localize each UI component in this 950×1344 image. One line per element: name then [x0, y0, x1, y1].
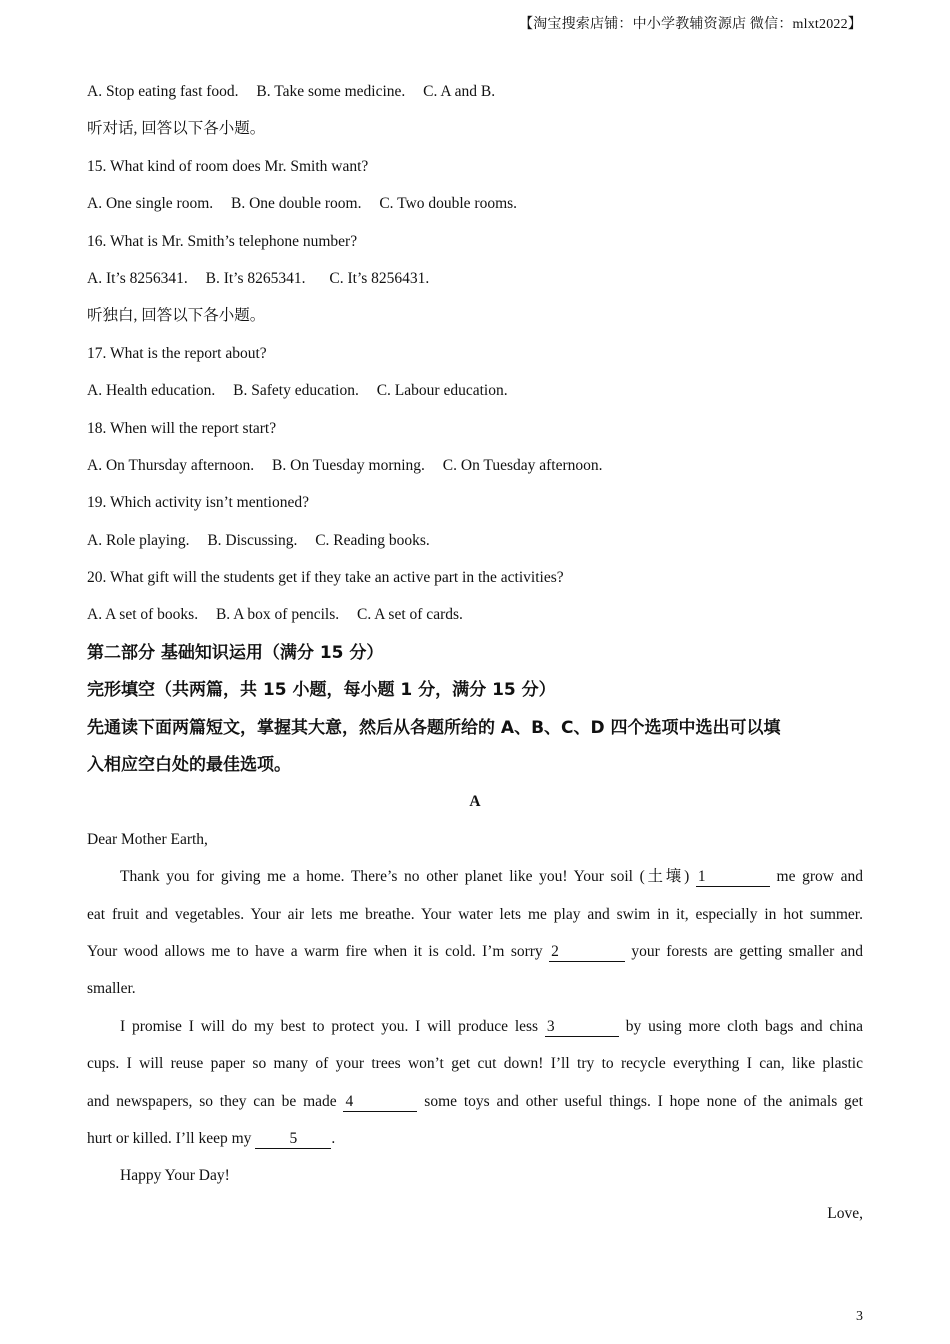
q20-option-c[interactable]: C. A set of cards.: [356, 606, 463, 624]
paragraph2-line2: cups. I will reuse paper so many of your trees won’t get cut down! I’ll try to recycle everything I can, like plastic: [87, 1055, 863, 1073]
paragraph1-line3: [87, 938, 863, 975]
q14-option-a[interactable]: A. Stop eating fast food.: [87, 83, 239, 100]
q16-question: 16. What is Mr. Smith’s telephone number?: [87, 232, 358, 250]
blank-5[interactable]: 5: [255, 1130, 331, 1149]
text-fragment: Your wood allows me to have a warm fire when it is cold. I’m sorry: [87, 942, 550, 960]
blank-3[interactable]: 3: [545, 1018, 619, 1037]
q20-option-b[interactable]: B. A box of pencils.: [215, 606, 340, 624]
text-fragment: Thank you for giving me a home. There’s no other planet like you! Your soil (土壤): [120, 868, 696, 886]
paragraph2-line4: [87, 1125, 863, 1162]
q20-options: [87, 601, 863, 638]
q19-options: [87, 527, 863, 564]
part2-subheading: 完形填空（共两篇，共 15 小题，每小题 1 分，满分 15 分）: [87, 680, 556, 701]
q19-question: 19. Which activity isn’t mentioned?: [87, 494, 309, 512]
q18-option-b[interactable]: B. On Tuesday morning.: [272, 456, 425, 474]
q18-options: [87, 452, 863, 489]
q16-option-b[interactable]: B. It’s 8265341.: [205, 269, 306, 287]
q19-option-a[interactable]: A. Role playing.: [87, 531, 190, 549]
q17-option-a[interactable]: A. Health education.: [87, 382, 216, 400]
text-fragment: your forests are getting smaller and: [625, 942, 864, 960]
page-content: [87, 78, 863, 1237]
text-fragment: .: [331, 1129, 336, 1147]
blank-2[interactable]: 2: [549, 943, 625, 962]
q16-option-c[interactable]: C. It’s 8256431.: [329, 269, 430, 287]
q18-option-c[interactable]: C. On Tuesday afternoon.: [442, 456, 603, 474]
text-fragment: by using more cloth bags and china: [618, 1017, 863, 1035]
text-fragment: hurt or killed. I’ll keep my: [87, 1129, 256, 1147]
passage-closing: Happy Your Day!: [120, 1167, 230, 1185]
q17-option-c[interactable]: C. Labour education.: [376, 382, 508, 400]
passage-salutation: Dear Mother Earth,: [87, 830, 208, 848]
part2-heading: 第二部分 基础知识运用（满分 15 分）: [87, 642, 384, 663]
paragraph1-line2: eat fruit and vegetables. Your air lets me breathe. Your water lets me play and swim in it, especially in hot summer.: [87, 905, 863, 923]
q18-question: 18. When will the report start?: [87, 419, 277, 437]
q14-option-b[interactable]: B. Take some medicine.: [256, 83, 406, 100]
q19-option-c[interactable]: C. Reading books.: [315, 531, 430, 549]
passage-title: A: [469, 793, 481, 811]
q15-question: 15. What kind of room does Mr. Smith want?: [87, 157, 369, 175]
dialogue-instruction: 听对话, 回答以下各小题。: [87, 120, 266, 138]
q16-options: [87, 265, 863, 302]
part2-instruction-line2: 入相应空白处的最佳选项。: [87, 755, 291, 776]
q17-question: 17. What is the report about?: [87, 344, 267, 362]
watermark-banner: 【淘宝搜索店铺：中小学教辅资源店 微信：mlxt2022】: [519, 17, 862, 32]
text-fragment: I promise I will do my best to protect you. I will produce less: [120, 1017, 545, 1035]
paragraph2-line3: [87, 1088, 863, 1125]
q18-option-a[interactable]: A. On Thursday afternoon.: [87, 456, 255, 474]
q20-question: 20. What gift will the students get if they take an active part in the activities?: [87, 569, 564, 587]
q20-option-a[interactable]: A. A set of books.: [87, 606, 199, 624]
part2-instruction-line1: 先通读下面两篇短文，掌握其大意，然后从各题所给的 A、B、C、D 四个选项中选出可以填: [87, 717, 781, 738]
q14-option-c[interactable]: C. A and B.: [423, 83, 496, 100]
q17-options: [87, 377, 863, 414]
q15-option-b[interactable]: B. One double room.: [231, 195, 362, 213]
q19-option-b[interactable]: B. Discussing.: [207, 531, 298, 549]
q15-option-c[interactable]: C. Two double rooms.: [379, 195, 518, 213]
passage-signoff: Love,: [827, 1204, 863, 1222]
text-fragment: me grow and: [769, 868, 863, 886]
q14-options: [87, 78, 863, 115]
q15-option-a[interactable]: A. One single room.: [87, 195, 214, 213]
q15-options: [87, 190, 863, 227]
q17-option-b[interactable]: B. Safety education.: [233, 382, 359, 400]
q16-option-a[interactable]: A. It’s 8256341.: [87, 269, 188, 287]
page-number: 3: [856, 1309, 863, 1324]
paragraph2-line1: [87, 1013, 863, 1050]
blank-1[interactable]: 1: [696, 868, 770, 887]
text-fragment: and newspapers, so they can be made: [87, 1092, 344, 1110]
paragraph1-line4: smaller.: [87, 980, 136, 998]
text-fragment: some toys and other useful things. I hope none of the animals get: [417, 1092, 863, 1110]
blank-4[interactable]: 4: [343, 1093, 417, 1112]
monologue-instruction: 听独白, 回答以下各小题。: [87, 307, 266, 325]
paragraph1-line1: [87, 863, 863, 900]
